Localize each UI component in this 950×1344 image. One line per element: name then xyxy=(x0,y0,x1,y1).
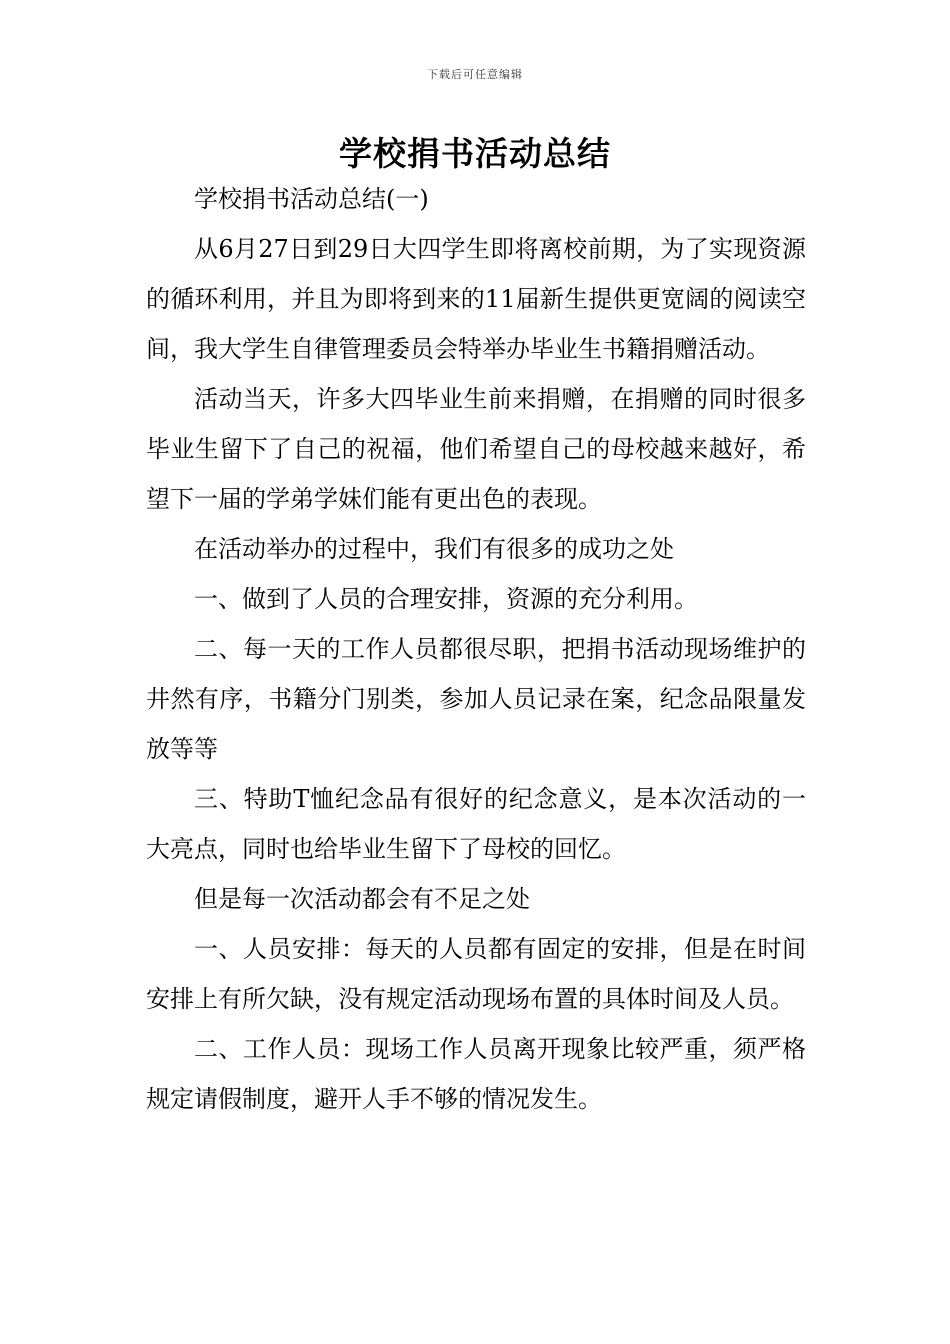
paragraph: 一、做到了人员的合理安排，资源的充分利用。 xyxy=(194,585,698,613)
paragraph: 二、工作人员：现场工作人员离开现象比较严重，须严格规定请假制度，避开人手不够的情况发生。 xyxy=(146,1035,806,1113)
paragraph: 一、人员安排：每天的人员都有固定的安排，但是在时间安排上有所欠缺，没有规定活动现场布置的具体时间及人员。 xyxy=(146,935,806,1013)
paragraph: 从6月27日到29日大四学生即将离校前期，为了实现资源的循环利用，并且为即将到来的11届新生提供更宽阔的阅读空间，我大学生自律管理委员会特举办毕业生书籍捐赠活动。 xyxy=(146,235,806,363)
document-body xyxy=(146,174,806,1124)
document-title: 学校捐书活动总结 xyxy=(339,134,611,173)
paragraph: 但是每一次活动都会有不足之处 xyxy=(194,885,530,913)
page-header-note: 下载后可任意编辑 xyxy=(427,68,523,81)
paragraph-subtitle: 学校捐书活动总结(一) xyxy=(194,185,429,213)
paragraph: 活动当天，许多大四毕业生前来捐赠，在捐赠的同时很多毕业生留下了自己的祝福，他们希望自己的母校越来越好，希望下一届的学弟学妹们能有更出色的表现。 xyxy=(146,385,806,513)
paragraph: 三、特助T恤纪念品有很好的纪念意义，是本次活动的一大亮点，同时也给毕业生留下了母校的回忆。 xyxy=(146,785,806,863)
paragraph: 在活动举办的过程中，我们有很多的成功之处 xyxy=(194,535,674,563)
paragraph: 二、每一天的工作人员都很尽职，把捐书活动现场维护的井然有序，书籍分门别类，参加人员记录在案，纪念品限量发放等等 xyxy=(146,635,806,763)
